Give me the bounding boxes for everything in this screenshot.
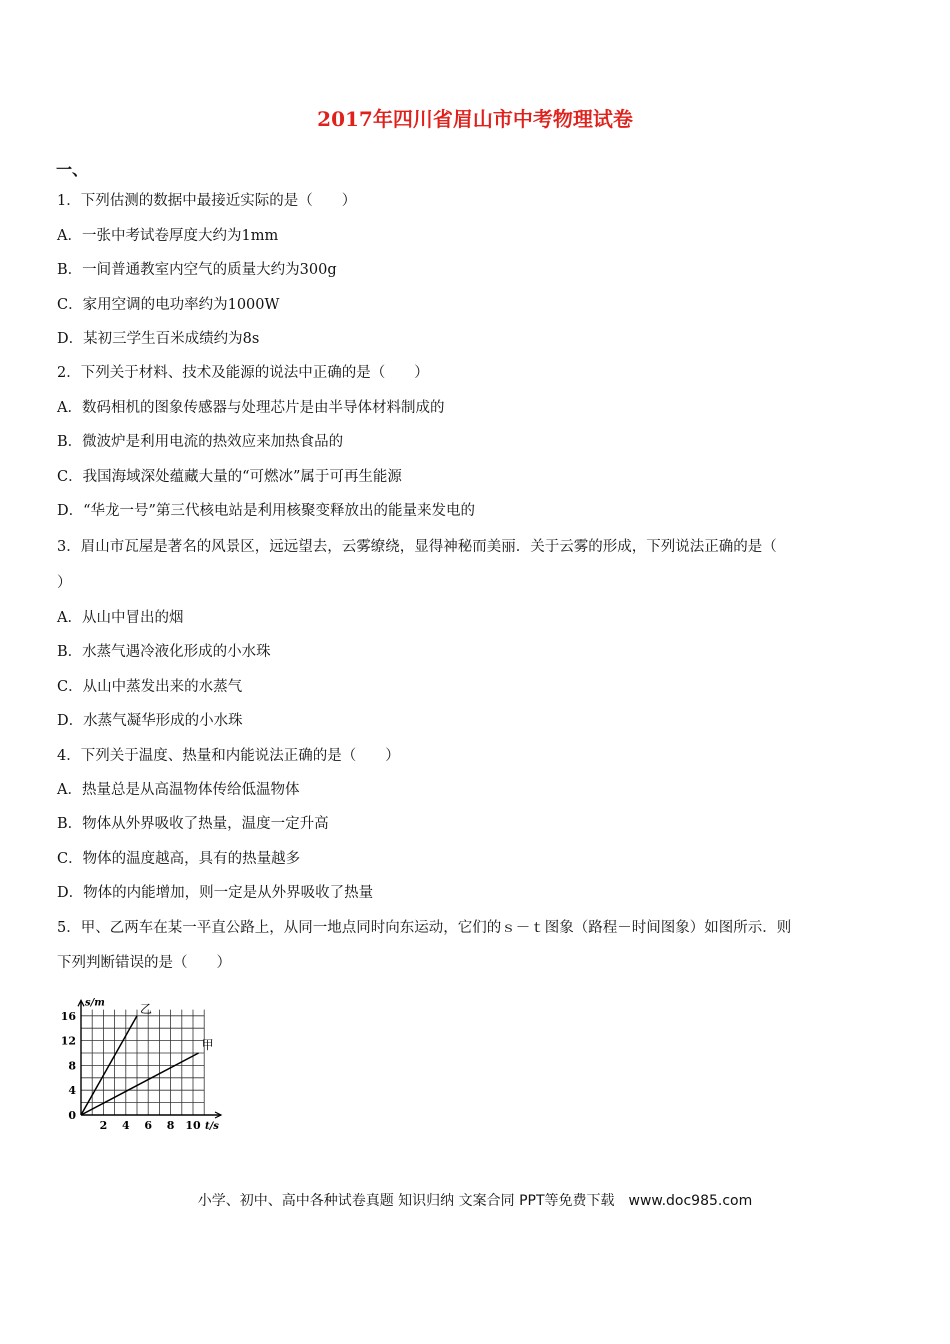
option-1a: A．一张中考试卷厚度大约为1mm <box>57 228 279 244</box>
x-tick-label: 8 <box>166 1119 175 1130</box>
x-tick-label: 10 <box>185 1119 201 1130</box>
series-label-jia: 甲 <box>201 1038 214 1052</box>
option-1d: D．某初三学生百米成绩约为8s <box>57 331 260 347</box>
option-4c: C．物体的温度越高，具有的热量越多 <box>57 851 301 867</box>
question-5-stem-cont: 下列判断错误的是（ ） <box>57 955 231 971</box>
question-3-stem: 3．眉山市瓦屋是著名的风景区，远远望去，云雾缭绕，显得神秘而美丽．关于云雾的形成，下列说法正确的是（ <box>57 539 777 555</box>
st-graph-figure <box>57 990 277 1130</box>
option-3b: B．水蒸气遇冷液化形成的小水珠 <box>57 644 271 660</box>
option-3d: D．水蒸气凝华形成的小水珠 <box>57 713 243 729</box>
question-4-stem: 4．下列关于温度、热量和内能说法正确的是（ ） <box>57 748 400 764</box>
question-1-stem: 1．下列估测的数据中最接近实际的是（ ） <box>57 193 357 209</box>
option-4a: A．热量总是从高温物体传给低温物体 <box>57 782 300 798</box>
x-tick-label: 4 <box>121 1119 130 1130</box>
x-tick-label: 6 <box>144 1119 153 1130</box>
x-tick-label: 2 <box>99 1119 108 1130</box>
option-2c: C．我国海域深处蕴藏大量的“可燃冰”属于可再生能源 <box>57 469 402 485</box>
y-tick-label: 8 <box>68 1059 76 1073</box>
y-tick-label: 4 <box>68 1084 76 1098</box>
series-label-yi: 乙 <box>140 1001 153 1016</box>
question-3-stem-cont: ） <box>57 575 72 591</box>
option-4b: B．物体从外界吸收了热量，温度一定升高 <box>57 816 329 832</box>
y-tick-label: 16 <box>60 1009 76 1023</box>
section-heading: 一、 <box>56 160 89 179</box>
page-title: 2017年四川省眉山市中考物理试卷 <box>317 107 633 131</box>
y-axis-label: s/m <box>85 997 105 1009</box>
option-1b: B．一间普通教室内空气的质量大约为300g <box>57 262 337 278</box>
option-4d: D．物体的内能增加，则一定是从外界吸收了热量 <box>57 885 374 901</box>
x-axis-label: t/s <box>205 1121 219 1130</box>
option-2d: D．“华龙一号”第三代核电站是利用核聚变释放出的能量来发电的 <box>57 503 475 519</box>
option-3a: A．从山中冒出的烟 <box>57 610 184 626</box>
option-3c: C．从山中蒸发出来的水蒸气 <box>57 679 243 695</box>
y-tick-label: 0 <box>68 1109 76 1122</box>
option-1c: C．家用空调的电功率约为1000W <box>57 297 280 313</box>
option-2a: A．数码相机的图象传感器与处理芯片是由半导体材料制成的 <box>57 400 445 416</box>
footer-ad: 小学、初中、高中各种试卷真题 知识归纳 文案合同 PPT等免费下载 www.doc985.com <box>197 1193 753 1209</box>
option-2b: B．微波炉是利用电流的热效应来加热食品的 <box>57 434 344 450</box>
question-5-stem: 5．甲、乙两车在某一平直公路上，从同一地点同时向东运动，它们的ｓ－ｔ图象（路程－时间图象）如图所示．则 <box>57 920 792 936</box>
y-tick-label: 12 <box>60 1034 76 1048</box>
question-2-stem: 2．下列关于材料、技术及能源的说法中正确的是（ ） <box>57 365 429 381</box>
